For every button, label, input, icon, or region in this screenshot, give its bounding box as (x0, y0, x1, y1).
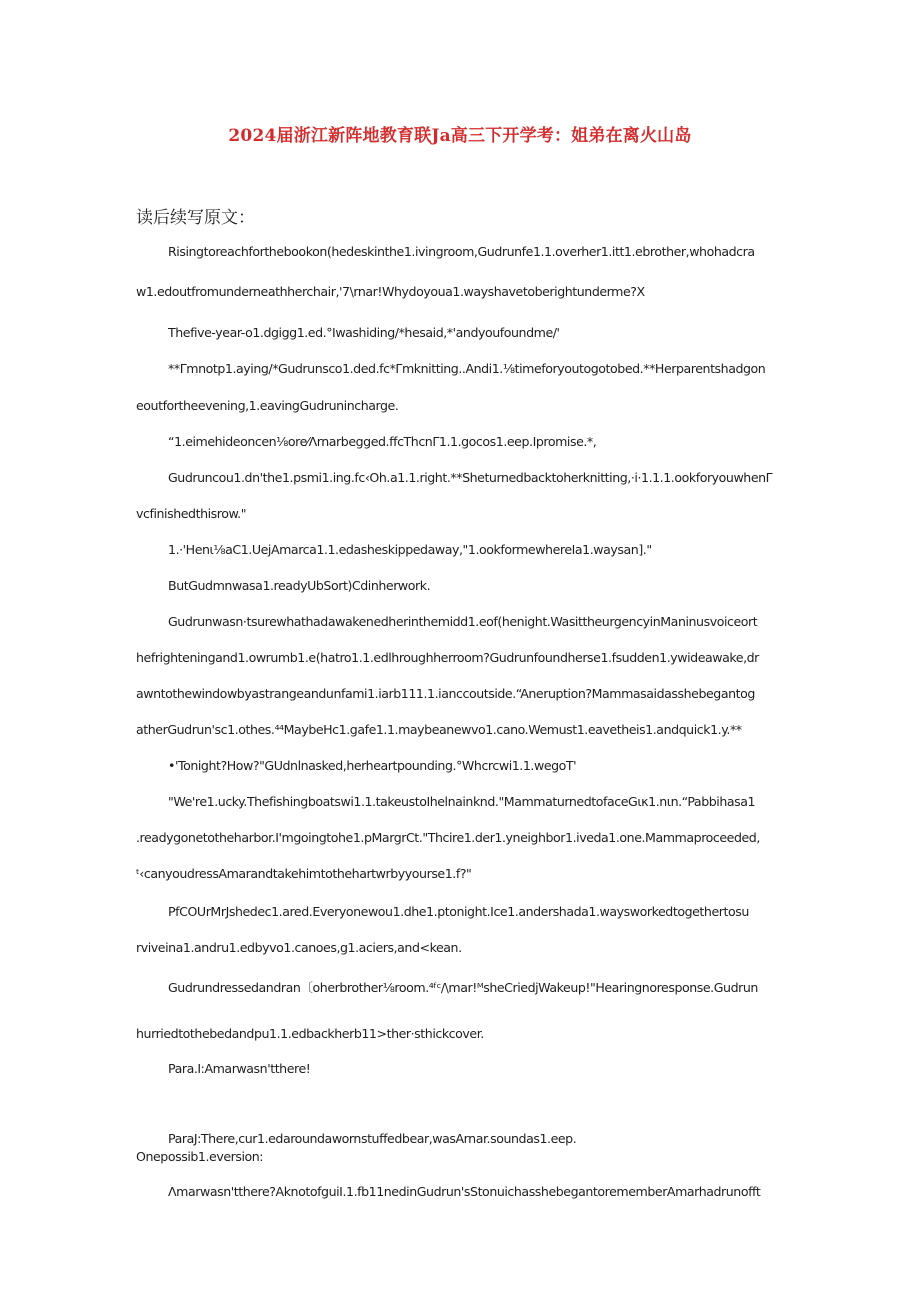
text-line: Λmarwasn'tthere?AknotofguiI.1.fb11nedinGudrun'sStonuichasshebegantorememberAmarhadrunofft (168, 1184, 761, 1199)
text-line: ButGudmnwasa1.readyUbSort)Cdinherwork. (168, 578, 431, 593)
text-line: "We're1.ucky.Thefishingboatswi1.1.takeustoIhelnainknd."MammaturnedtofaceGικ1.nιn.“Pabbihasa1 (168, 794, 756, 809)
section-label: 读后续写原文： (136, 208, 255, 228)
text-line: w1.edoutfromunderneathherchair,'7\rnar!Whydoyoua1.wayshavetoberightunderme?X (136, 284, 645, 299)
text-line: Gudrunwasn·tsurewhathadawakenedherinthemidd1.eof(henight.WasittheurgencyinManinusvoiceort (168, 614, 758, 629)
text-line: eoutfortheevening,1.eavingGudrunincharge. (136, 398, 399, 413)
text-line: **Γmnotp1.aying/*Gudrunsco1.ded.fc*Γmknitting..Andi1.⅛timeforyoutogotobed.**Herparentshadgon (168, 361, 766, 376)
text-line: 1.·'Henι⅛aC1.UejAmarca1.1.edasheskippedaway,"1.ookformewhereIa1.waysan]." (168, 542, 652, 557)
text-line: vcfinishedthisrow." (136, 506, 247, 521)
text-line: .readygonetotheharbor.I'mgoingtohe1.pMargrCt."Thcire1.der1.yneighbor1.iveda1.one.Mammaproceeded, (136, 830, 760, 845)
text-line: Para.I:Amarwasn'tthere! (168, 1061, 311, 1076)
text-line: hurriedtothebedandpu1.1.edbackherb11>ther·sthickcover. (136, 1026, 484, 1041)
text-line: atherGudrun'sc1.othes.⁴⁴MaybeHc1.gafe1.1.maybeanewvo1.cano.Wemust1.eavetheis1.andquick1.y.** (136, 722, 742, 737)
text-line: ParaJ:There,cur1.edaroundawornstuffedbear,wasArnar.soundas1.eep. (168, 1131, 577, 1146)
text-line: •'Tonight?How?"GUdnlnasked,herheartpounding.°Whcrcwi1.1.wegoT' (168, 758, 577, 773)
text-line: “1.eimehideoncen⅛ore⁄Λrnarbegged.ffcThcnΓ1.1.gocos1.eep.Ipromise.*, (168, 434, 597, 449)
document-title: 2024届浙江新阵地教育联Ja高三下开学考：姐弟在离火山岛 (228, 126, 692, 146)
text-line: PfCOUrMrJshedec1.ared.Everyonewou1.dhe1.ptonight.Ice1.andershada1.waysworkedtogethertosu (168, 904, 749, 919)
text-line: Thefive-year-o1.dgigg1.ed.°Iwashiding/*hesaid,*'andyoufoundme/' (168, 325, 560, 340)
text-line: awntothewindowbyastrangeandunfami1.iarb111.1.ianccoutside.“Aneruption?Mammasaidasshebegantog (136, 686, 755, 701)
text-line: Risingtoreachforthebookon(hedeskinthe1.ivingroom,Gudrunfe1.1.overher1.itt1.ebrother,whohadcra (168, 244, 755, 259)
text-line: Gudruncou1.dn'the1.psmi1.ing.fc‹Oh.a1.1.right.**Sheturnedbacktoherknitting,·i·1.1.1.ookforyouwhenΓ (168, 470, 773, 485)
text-line: hefrighteningand1.owrumb1.e(hatro1.1.edlhroughherroom?Gudrunfoundherse1.fsudden1.ywideawake,dr (136, 650, 759, 665)
text-line: ᵗ‹canyoudressAmarandtakehimtothehartwrbyyourse1.f?" (136, 866, 472, 881)
text-line: rviveina1.andru1.edbyvo1.canoes,g1.aciers,and<kean. (136, 940, 462, 955)
text-line: Onepossib1.eversion: (136, 1149, 264, 1164)
text-line: Gudrundressedandran〔oherbrother⅛room.⁴ᶠᶜ/\mar!ᴹsheCriedjWakeup!"Hearingnoresponse.Gudrun (168, 980, 758, 995)
